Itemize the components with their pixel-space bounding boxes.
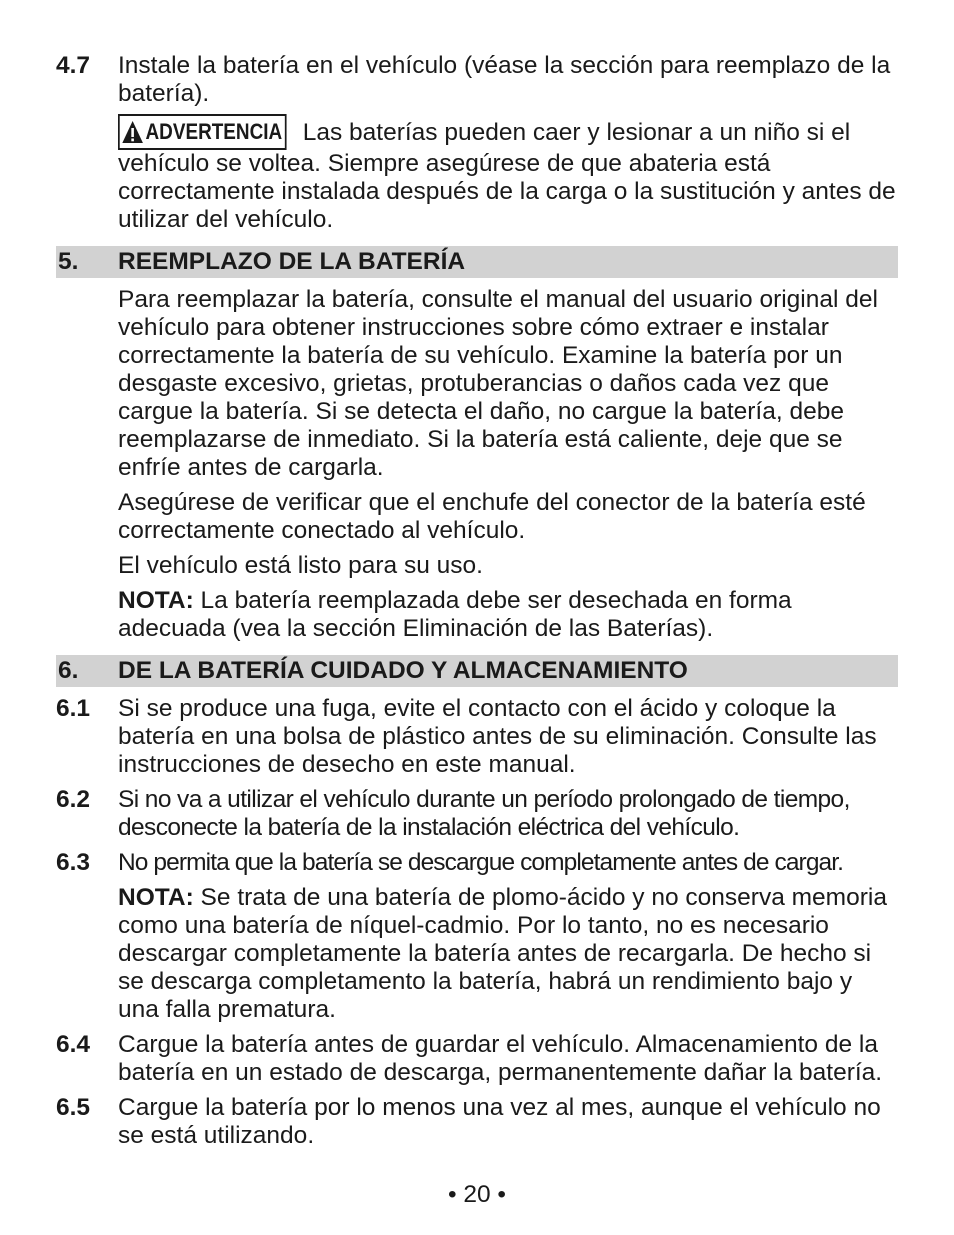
section-6-header: [56, 655, 898, 687]
step-6-5: [56, 1094, 898, 1150]
warning-text: Las baterías pueden caer y lesionar a un niño si el vehículo se voltea. Siempre asegúrese de que abateria está correctamente instalada después de la carga o la sustitución y antes de utilizar del vehículo.: [118, 119, 896, 233]
note-text: Se trata de una batería de plomo-ácido y no conserva memoria como una batería de níquel-cadmio. Por lo tanto, no es necesario descargar completamente la batería antes de recargarla. De hecho si se descarga completamento la batería, habrá un rendimiento bajo y una falla prematura.: [118, 884, 887, 1023]
section-number: 5.: [58, 248, 79, 275]
step-number: 6.4: [56, 1031, 91, 1058]
step-6-4: [56, 1031, 898, 1087]
step-4-7: [56, 52, 898, 108]
step-text: Instale la batería en el vehículo (véase la sección para reemplazo de la batería).: [118, 52, 891, 107]
step-6-1: [56, 695, 898, 779]
note-label: NOTA:: [118, 587, 194, 614]
step-text: Cargue la batería por lo menos una vez al mes, aunque el vehículo no se está utilizando.: [118, 1094, 881, 1149]
warning-block: [118, 114, 898, 234]
note-text: La batería reemplazada debe ser desechada en forma adecuada (vea la sección Eliminación de las Baterías).: [118, 587, 792, 642]
page-number: • 20 •: [447, 1181, 507, 1208]
paragraph: Asegúrese de verificar que el enchufe del conector de la batería esté correctamente conectado al vehículo.: [118, 489, 866, 544]
step-number: 6.3: [56, 849, 91, 876]
note: [118, 587, 898, 643]
section-title: REEMPLAZO DE LA BATERÍA: [118, 248, 466, 275]
step-text: Cargue la batería antes de guardar el vehículo. Almacenamiento de la batería en un estado de descarga, permanentemente dañar la batería.: [118, 1031, 883, 1086]
step-number: 6.1: [56, 695, 91, 722]
step-number: 4.7: [56, 52, 91, 79]
paragraph: Para reemplazar la batería, consulte el manual del usuario original del vehículo para obtener instrucciones sobre cómo extraer e instalar correctamente la batería de su vehículo. Examine la batería por un desgaste excesivo, grietas, protuberancias o daños cada vez que cargue la batería. Si se detecta el daño, no cargue la batería, debe reemplazarse de inmediato. Si la batería está caliente, deje que se enfríe antes de cargarla.: [118, 286, 878, 481]
page-content: [56, 52, 898, 1150]
warning-badge: [118, 114, 286, 150]
step-text: Si se produce una fuga, evite el contacto con el ácido y coloque la batería en una bolsa de plástico antes de su eliminación. Consulte las instrucciones de desecho en este manual.: [118, 695, 877, 778]
step-6-3: [56, 849, 898, 877]
step-6-2: [56, 786, 898, 842]
note: [118, 884, 898, 1024]
warning-triangle-icon: [121, 120, 143, 144]
section-5-header: [56, 246, 898, 278]
warning-label: ADVERTENCIA: [145, 119, 283, 144]
section-number: 6.: [58, 657, 79, 684]
step-number: 6.5: [56, 1094, 91, 1121]
step-number: 6.2: [56, 786, 91, 813]
note-label: NOTA:: [118, 884, 194, 911]
step-text: No permita que la batería se descargue completamente antes de cargar.: [118, 849, 844, 876]
section-title: DE LA BATERÍA CUIDADO Y ALMACENAMIENTO: [118, 657, 688, 684]
paragraph: El vehículo está listo para su uso.: [118, 552, 483, 579]
step-text: Si no va a utilizar el vehículo durante un período prolongado de tiempo, desconecte la batería de la instalación eléctrica del vehículo.: [118, 786, 850, 841]
